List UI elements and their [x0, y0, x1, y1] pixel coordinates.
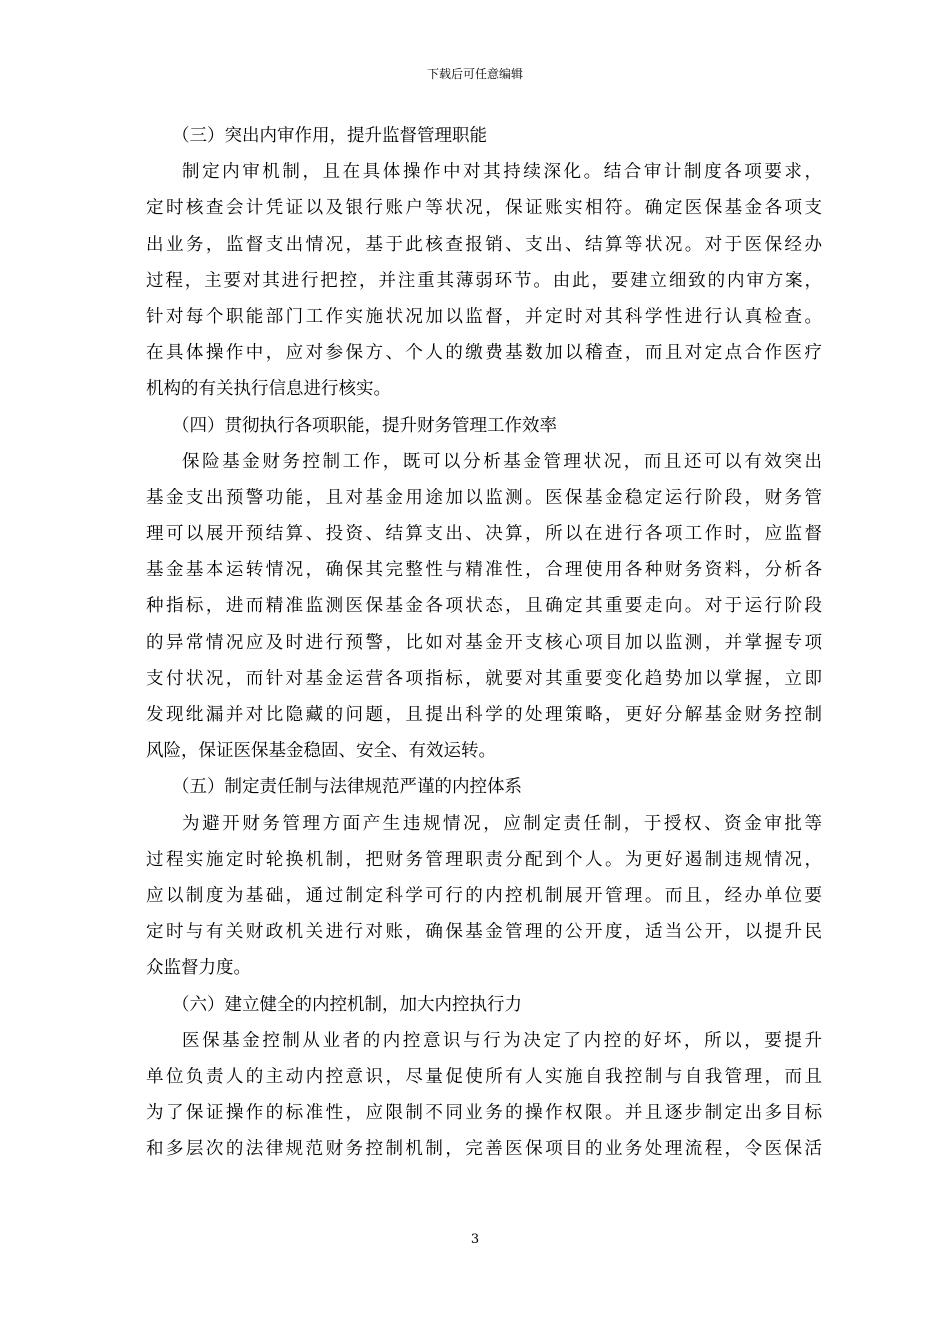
paragraph-line: 在具体操作中，应对参保方、个人的缴费基数加以稽查，而且对定点合作医疗: [146, 343, 822, 364]
paragraph-line: 为了保证操作的标准性，应限制不同业务的操作权限。并且逐步制定出多目标: [146, 1103, 822, 1124]
paragraph-line: 针对每个职能部门工作实施状况加以监督，并定时对其科学性进行认真检查。: [146, 306, 822, 327]
paragraph-line: 风险，保证医保基金稳固、安全、有效运转。: [146, 741, 496, 762]
paragraph-line: 出业务，监督支出情况，基于此核查报销、支出、结算等状况。对于医保经办: [146, 234, 822, 255]
paragraph-line: 理可以展开预结算、投资、结算支出、决算，所以在进行各项工作时，应监督: [146, 524, 822, 545]
paragraph-line: 支付状况，而针对基金运营各项指标，就要对其重要变化趋势加以掌握，立即: [146, 668, 822, 689]
paragraph-line: 过程实施定时轮换机制，把财务管理职责分配到个人。为更好遏制违规情况，: [146, 849, 822, 870]
paragraph-line: 定时与有关财政机关进行对账，确保基金管理的公开度，适当公开，以提升民: [146, 922, 822, 943]
paragraph-line: 和多层次的法律规范财务控制机制，完善医保项目的业务处理流程，令医保活: [146, 1139, 822, 1160]
paragraph-line: 医保基金控制从业者的内控意识与行为决定了内控的好坏，所以，要提升: [182, 1030, 822, 1051]
paragraph-line: 基金基本运转情况，确保其完整性与精准性，合理使用各种财务资料，分析各: [146, 560, 822, 581]
paragraph-line: 保险基金财务控制工作，既可以分析基金管理状况，而且还可以有效突出: [182, 451, 822, 472]
paragraph-line: 的异常情况应及时进行预警，比如对基金开支核心项目加以监测，并掌握专项: [146, 632, 822, 653]
paragraph-line: 基金支出预警功能，且对基金用途加以监测。医保基金稳定运行阶段，财务管: [146, 487, 822, 508]
paragraph-line: 应以制度为基础，通过制定科学可行的内控机制展开管理。而且，经办单位要: [146, 885, 822, 906]
paragraph-line: 过程，主要对其进行把控，并注重其薄弱环节。由此，要建立细致的内审方案，: [146, 270, 822, 291]
paragraph-line: 众监督力度。: [146, 958, 251, 979]
paragraph-line: 发现纰漏并对比隐藏的问题，且提出科学的处理策略，更好分解基金财务控制: [146, 705, 822, 725]
document-body: [146, 118, 822, 1167]
paragraph-line: 机构的有关执行信息进行核实。: [146, 379, 391, 400]
paragraph-line: 制定内审机制，且在具体操作中对其持续深化。结合审计制度各项要求，: [182, 162, 822, 183]
section-heading: （三）突出内审作用，提升监督管理职能: [172, 126, 487, 146]
page-header: 下载后可任意编辑: [426, 67, 523, 81]
paragraph-line: 定时核查会计凭证以及银行账户等状况，保证账实相符。确定医保基金各项支: [146, 198, 822, 219]
section-heading: （四）贯彻执行各项职能，提升财务管理工作效率: [172, 415, 557, 436]
paragraph-line: 单位负责人的主动内控意识，尽量促使所有人实施自我控制与自我管理，而且: [146, 1066, 822, 1087]
section-heading: （六）建立健全的内控机制，加大内控执行力: [172, 994, 522, 1015]
page-number: 3: [470, 1232, 480, 1247]
paragraph-line: 为避开财务管理方面产生违规情况，应制定责任制，于授权、资金审批等: [182, 813, 822, 834]
paragraph-line: 种指标，进而精准监测医保基金各项状态，且确定其重要走向。对于运行阶段: [146, 596, 822, 617]
section-heading: （五）制定责任制与法律规范严谨的内控体系: [172, 777, 522, 798]
